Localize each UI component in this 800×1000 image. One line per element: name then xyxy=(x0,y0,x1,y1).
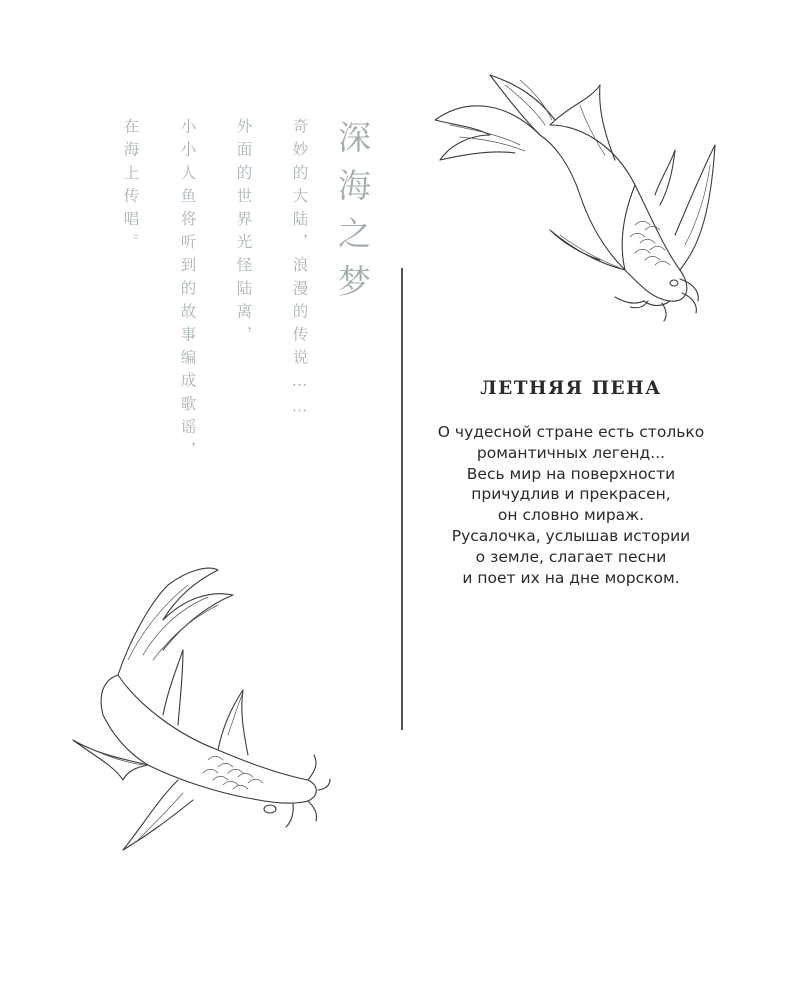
vertical-column-1: 奇妙的大陆，浪漫的传说…… xyxy=(290,118,309,424)
koi-fish-illustration-top xyxy=(430,65,720,325)
vertical-column-3: 小小人鱼将听到的故事编成歌谣， xyxy=(178,118,197,465)
poem-line: Русалочка, услышав истории xyxy=(451,526,691,545)
poem-line: Весь мир на поверхности xyxy=(466,464,676,483)
poem-line: о земле, слагает песни xyxy=(475,547,667,566)
vertical-divider xyxy=(401,268,403,730)
poem-line: он словно мираж. xyxy=(497,506,645,525)
poem-line: романтичных легенд... xyxy=(476,443,666,462)
vertical-column-2: 外面的世界光怪陆离， xyxy=(234,118,253,349)
poem-line: причудлив и прекрасен, xyxy=(471,485,671,504)
poem-line: и поет их на дне морском. xyxy=(462,568,680,587)
koi-fish-illustration-bottom xyxy=(68,565,328,855)
poem-line: О чудесной стране есть столько xyxy=(437,423,705,441)
vertical-title: 深海之梦 xyxy=(333,120,372,312)
vertical-column-4: 在海上传唱。 xyxy=(121,118,140,257)
poem-text xyxy=(421,422,721,588)
section-heading: ЛЕТНЯЯ ПЕНА xyxy=(480,378,662,399)
